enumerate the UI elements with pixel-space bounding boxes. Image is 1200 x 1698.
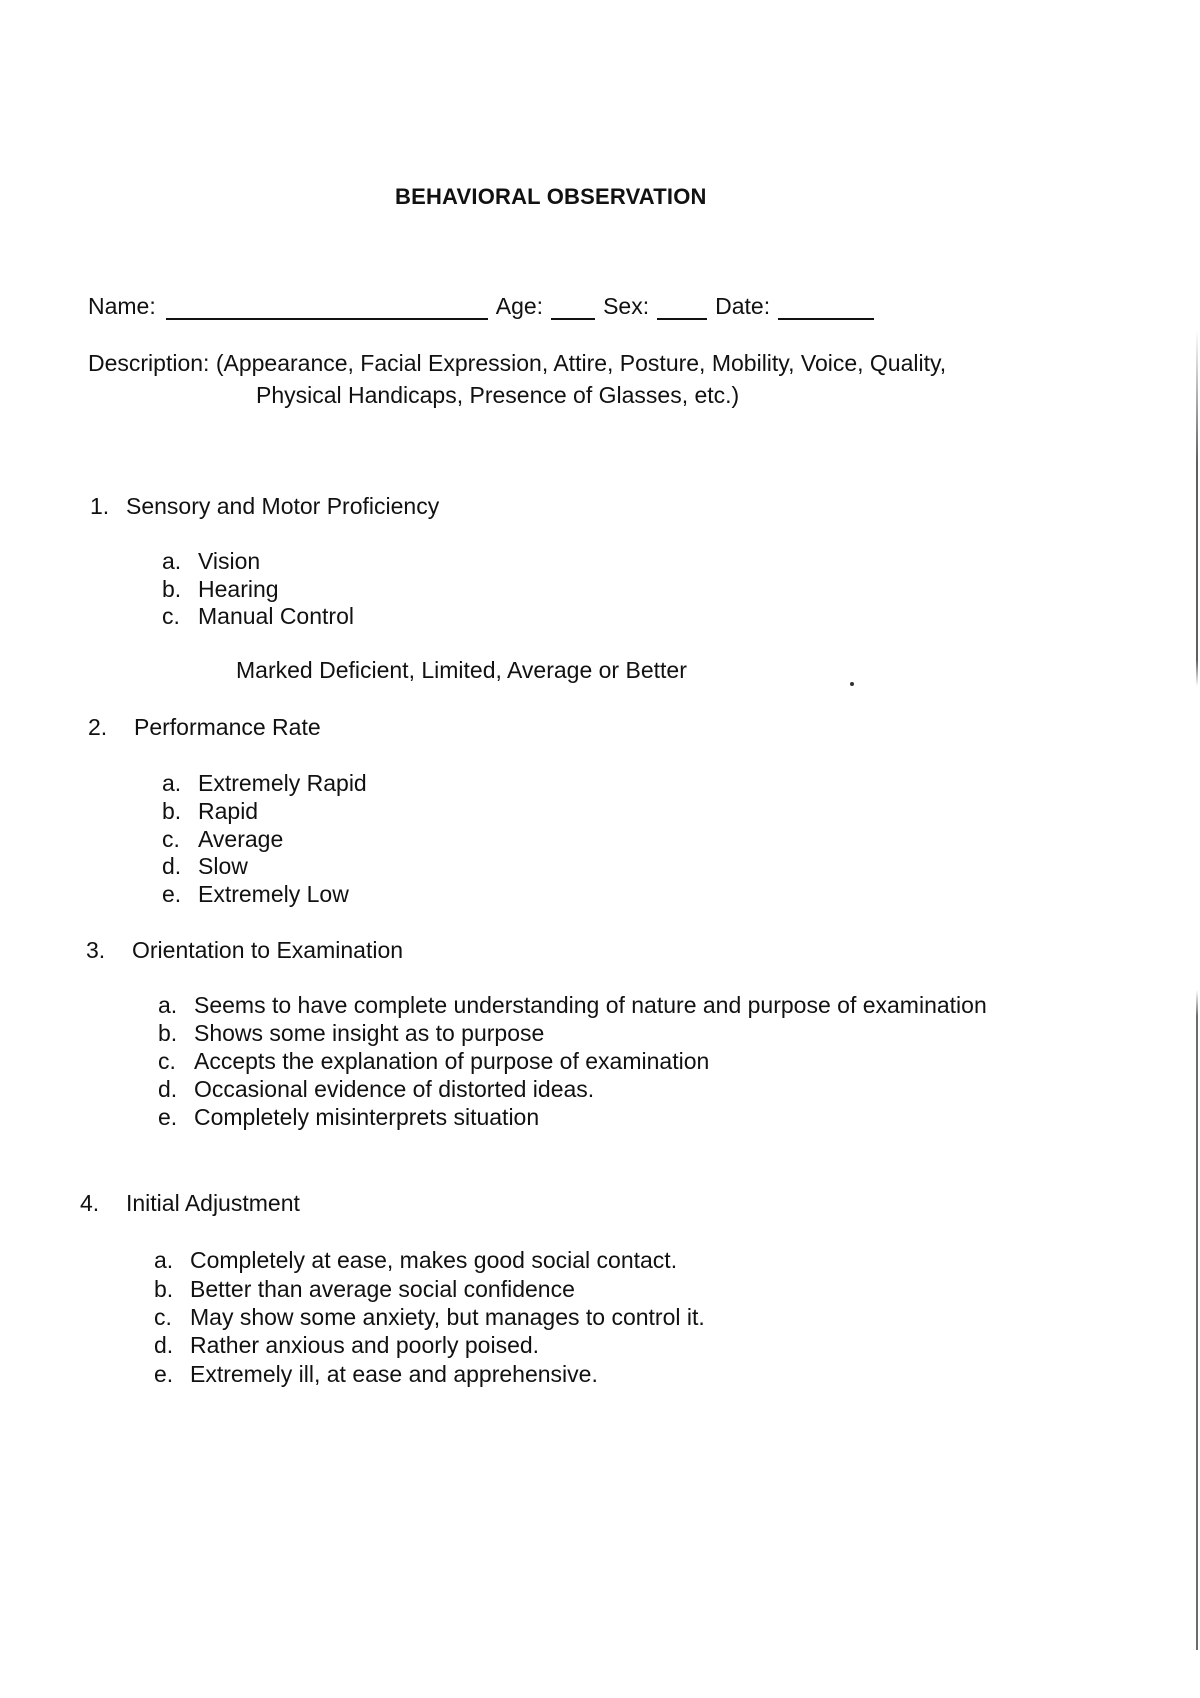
- name-label: Name:: [88, 293, 156, 319]
- item-letter: a.: [162, 548, 182, 574]
- item-letter: b.: [158, 1020, 178, 1046]
- section-title-text: Performance Rate: [134, 714, 321, 740]
- item-text: Better than average social confidence: [190, 1276, 575, 1302]
- item-letter: e.: [154, 1361, 174, 1387]
- item-text: Hearing: [198, 576, 279, 602]
- name-blank[interactable]: [166, 298, 488, 320]
- section-title-text: Sensory and Motor Proficiency: [126, 493, 440, 519]
- section-title-text: Initial Adjustment: [126, 1190, 300, 1216]
- date-label: Date:: [715, 293, 771, 319]
- item-letter: c.: [158, 1048, 176, 1074]
- section-1-scale-note: Marked Deficient, Limited, Average or Better: [236, 657, 687, 683]
- date-blank[interactable]: [778, 298, 874, 320]
- section-number: 4.: [80, 1190, 100, 1216]
- list-item: [162, 853, 248, 880]
- item-text: Accepts the explanation of purpose of examination: [194, 1048, 710, 1074]
- list-item: [154, 1332, 539, 1359]
- scan-edge-shadow: [1196, 330, 1198, 1650]
- item-text: Completely at ease, makes good social contact.: [190, 1247, 678, 1273]
- item-letter: d.: [154, 1332, 174, 1358]
- list-item: [162, 603, 354, 630]
- item-text: Shows some insight as to purpose: [194, 1020, 545, 1046]
- item-letter: c.: [154, 1304, 172, 1330]
- item-letter: e.: [158, 1104, 178, 1130]
- list-item: [162, 826, 283, 853]
- item-letter: a.: [158, 992, 178, 1018]
- item-text: Seems to have complete understanding of nature and purpose of examination: [194, 992, 987, 1018]
- item-text: Manual Control: [198, 603, 354, 629]
- list-item: [154, 1247, 677, 1274]
- list-item: [154, 1304, 705, 1331]
- item-letter: e.: [162, 881, 182, 907]
- item-text: Extremely ill, at ease and apprehensive.: [190, 1361, 598, 1387]
- section-4-title: [80, 1190, 300, 1217]
- section-3-title: [86, 937, 403, 964]
- list-item: [162, 576, 279, 603]
- item-text: Vision: [198, 548, 261, 574]
- list-item: [158, 1020, 544, 1047]
- section-number: 2.: [88, 714, 108, 740]
- item-text: Extremely Low: [198, 881, 349, 907]
- item-letter: c.: [162, 826, 180, 852]
- item-text: Completely misinterprets situation: [194, 1104, 540, 1130]
- list-item: [162, 548, 260, 575]
- item-letter: d.: [162, 853, 182, 879]
- list-item: [154, 1276, 575, 1303]
- item-letter: b.: [162, 798, 182, 824]
- item-letter: b.: [154, 1276, 174, 1302]
- section-2-title: [88, 714, 321, 741]
- item-letter: a.: [154, 1247, 174, 1273]
- item-text: Occasional evidence of distorted ideas.: [194, 1076, 595, 1102]
- age-label: Age:: [495, 293, 544, 319]
- item-text: Rather anxious and poorly poised.: [190, 1332, 540, 1358]
- list-item: [162, 798, 258, 825]
- item-text: May show some anxiety, but manages to control it.: [190, 1304, 705, 1330]
- info-row: [88, 293, 882, 320]
- description-line-1: Description: (Appearance, Facial Expression, Attire, Posture, Mobility, Voice, Quality,: [88, 350, 947, 376]
- item-text: Average: [198, 826, 284, 852]
- sex-label: Sex:: [603, 293, 650, 319]
- sex-blank[interactable]: [657, 298, 707, 320]
- list-item: [158, 1076, 594, 1103]
- list-item: [158, 1104, 539, 1131]
- list-item: [158, 1048, 709, 1075]
- scan-speck: [850, 682, 854, 686]
- item-letter: d.: [158, 1076, 178, 1102]
- list-item: [158, 992, 987, 1019]
- page-title: BEHAVIORAL OBSERVATION: [395, 184, 707, 209]
- item-letter: a.: [162, 770, 182, 796]
- item-letter: c.: [162, 603, 180, 629]
- section-1-title: [90, 493, 439, 520]
- section-number: 1.: [90, 493, 110, 519]
- section-number: 3.: [86, 937, 106, 963]
- item-text: Extremely Rapid: [198, 770, 367, 796]
- item-text: Rapid: [198, 798, 259, 824]
- list-item: [162, 770, 367, 797]
- item-letter: b.: [162, 576, 182, 602]
- item-text: Slow: [198, 853, 248, 879]
- list-item: [162, 881, 349, 908]
- age-blank[interactable]: [551, 298, 595, 320]
- list-item: [154, 1361, 598, 1388]
- section-title-text: Orientation to Examination: [132, 937, 404, 963]
- description-line-2: Physical Handicaps, Presence of Glasses, etc.): [256, 382, 740, 408]
